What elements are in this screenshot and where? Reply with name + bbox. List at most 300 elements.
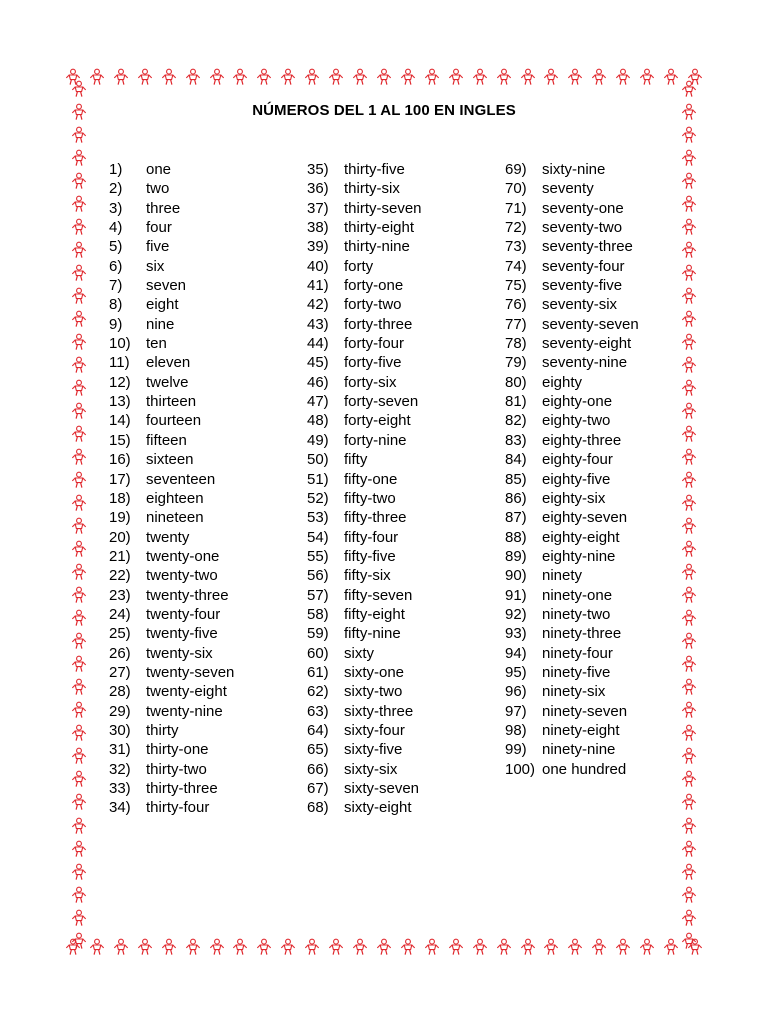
item-word: sixty-eight xyxy=(344,799,412,817)
person-figure-icon xyxy=(70,932,88,950)
person-figure-icon xyxy=(70,425,88,443)
list-item xyxy=(109,547,309,566)
item-number: 75) xyxy=(505,277,527,295)
list-item xyxy=(109,353,309,372)
person-figure-icon xyxy=(70,632,88,650)
item-number: 14) xyxy=(109,412,131,430)
list-item xyxy=(109,508,309,527)
person-figure-icon xyxy=(542,68,560,86)
list-item xyxy=(307,605,507,624)
person-figure-icon xyxy=(303,68,321,86)
list-item xyxy=(109,605,309,624)
item-number: 59) xyxy=(307,625,329,643)
item-word: fourteen xyxy=(146,412,202,430)
list-item xyxy=(109,179,309,198)
item-number: 10) xyxy=(109,335,131,353)
person-figure-icon xyxy=(255,938,273,956)
item-word: twenty xyxy=(146,528,190,546)
person-figure-icon xyxy=(70,586,88,604)
item-number: 60) xyxy=(307,644,329,662)
item-word: two xyxy=(146,180,170,198)
person-figure-icon xyxy=(70,195,88,213)
item-word: sixty-one xyxy=(344,663,405,681)
person-figure-icon xyxy=(351,938,369,956)
person-figure-icon xyxy=(70,264,88,282)
item-word: nineteen xyxy=(146,509,204,527)
item-word: three xyxy=(146,199,181,217)
list-item xyxy=(109,740,309,759)
item-word: twenty-five xyxy=(146,625,218,643)
person-figure-icon xyxy=(614,938,632,956)
person-figure-icon xyxy=(208,68,226,86)
person-figure-icon xyxy=(231,68,249,86)
person-figure-icon xyxy=(70,563,88,581)
item-word: sixty-six xyxy=(344,760,398,778)
item-word: forty-two xyxy=(344,296,402,314)
item-word: thirty-two xyxy=(146,760,207,778)
item-word: sixteen xyxy=(146,451,194,469)
list-item xyxy=(109,779,309,798)
list-item xyxy=(109,199,309,218)
item-number: 83) xyxy=(505,431,527,449)
item-word: twenty-two xyxy=(146,567,218,585)
list-item xyxy=(505,760,705,779)
item-number: 43) xyxy=(307,315,329,333)
item-number: 30) xyxy=(109,721,131,739)
person-figure-icon xyxy=(70,333,88,351)
item-word: five xyxy=(146,238,170,256)
item-number: 65) xyxy=(307,741,329,759)
person-figure-icon xyxy=(70,886,88,904)
item-number: 25) xyxy=(109,625,131,643)
item-word: fifty-seven xyxy=(344,586,413,604)
list-item xyxy=(307,199,507,218)
item-word: thirteen xyxy=(146,393,197,411)
list-item xyxy=(307,798,507,817)
item-word: eighty-five xyxy=(542,470,611,488)
item-word: fifteen xyxy=(146,431,187,449)
item-word: ninety-two xyxy=(542,605,611,623)
list-item xyxy=(505,373,705,392)
item-word: four xyxy=(146,219,172,237)
person-figure-icon xyxy=(680,840,698,858)
list-item xyxy=(505,218,705,237)
list-item xyxy=(109,392,309,411)
list-item xyxy=(505,508,705,527)
item-number: 16) xyxy=(109,451,131,469)
item-word: eighty-nine xyxy=(542,547,616,565)
list-item xyxy=(307,353,507,372)
list-item xyxy=(505,663,705,682)
item-word: ninety-five xyxy=(542,663,611,681)
item-word: twenty-nine xyxy=(146,702,223,720)
item-word: twenty-four xyxy=(146,605,221,623)
number-column-3 xyxy=(505,160,705,779)
person-figure-icon xyxy=(680,80,698,98)
item-word: thirty xyxy=(146,721,179,739)
item-word: fifty-one xyxy=(344,470,398,488)
item-number: 64) xyxy=(307,721,329,739)
item-number: 21) xyxy=(109,547,131,565)
ornamental-border-left xyxy=(66,80,92,950)
person-figure-icon xyxy=(70,218,88,236)
person-figure-icon xyxy=(208,938,226,956)
person-figure-icon xyxy=(471,938,489,956)
item-number: 58) xyxy=(307,605,329,623)
item-number: 5) xyxy=(109,238,123,256)
item-number: 39) xyxy=(307,238,329,256)
list-item xyxy=(505,237,705,256)
person-figure-icon xyxy=(255,68,273,86)
list-item xyxy=(109,450,309,469)
item-number: 94) xyxy=(505,644,527,662)
item-word: seventy-two xyxy=(542,219,623,237)
item-number: 51) xyxy=(307,470,329,488)
person-figure-icon xyxy=(638,938,656,956)
item-number: 44) xyxy=(307,335,329,353)
list-item xyxy=(109,721,309,740)
item-word: ninety-six xyxy=(542,683,606,701)
person-figure-icon xyxy=(70,747,88,765)
item-word: eighty-six xyxy=(542,489,606,507)
item-word: ninety-three xyxy=(542,625,622,643)
item-number: 97) xyxy=(505,702,527,720)
item-number: 48) xyxy=(307,412,329,430)
list-item xyxy=(307,392,507,411)
list-item xyxy=(505,160,705,179)
person-figure-icon xyxy=(423,68,441,86)
item-number: 28) xyxy=(109,683,131,701)
item-word: seven xyxy=(146,277,187,295)
item-word: twenty-seven xyxy=(146,663,235,681)
list-item xyxy=(505,682,705,701)
list-item xyxy=(307,373,507,392)
item-number: 79) xyxy=(505,354,527,372)
item-word: thirty-three xyxy=(146,780,218,797)
person-figure-icon xyxy=(112,938,130,956)
item-word: forty-eight xyxy=(344,412,411,430)
item-word: sixty-four xyxy=(344,721,405,739)
person-figure-icon xyxy=(70,609,88,627)
item-number: 88) xyxy=(505,528,527,546)
item-word: eleven xyxy=(146,354,191,372)
item-number: 77) xyxy=(505,315,527,333)
item-word: eighteen xyxy=(146,489,204,507)
list-item xyxy=(505,334,705,353)
item-number: 3) xyxy=(109,199,123,217)
list-item xyxy=(505,721,705,740)
person-figure-icon xyxy=(70,310,88,328)
list-item xyxy=(307,566,507,585)
item-number: 49) xyxy=(307,431,329,449)
person-figure-icon xyxy=(447,938,465,956)
item-word: ten xyxy=(146,335,167,353)
item-number: 24) xyxy=(109,605,131,623)
item-number: 91) xyxy=(505,586,527,604)
item-number: 12) xyxy=(109,373,131,391)
person-figure-icon xyxy=(70,356,88,374)
item-number: 35) xyxy=(307,161,329,178)
person-figure-icon xyxy=(70,448,88,466)
person-figure-icon xyxy=(70,241,88,259)
item-number: 78) xyxy=(505,335,527,353)
item-number: 56) xyxy=(307,567,329,585)
list-item xyxy=(109,566,309,585)
item-number: 45) xyxy=(307,354,329,372)
person-figure-icon xyxy=(590,68,608,86)
person-figure-icon xyxy=(70,80,88,98)
list-item xyxy=(307,276,507,295)
list-item xyxy=(109,470,309,489)
item-word: eighty-seven xyxy=(542,509,628,527)
list-item xyxy=(307,682,507,701)
item-number: 4) xyxy=(109,219,123,237)
list-item xyxy=(505,431,705,450)
item-number: 67) xyxy=(307,780,329,797)
list-item xyxy=(109,160,309,179)
item-word: forty-seven xyxy=(344,393,419,411)
person-figure-icon xyxy=(495,938,513,956)
item-number: 33) xyxy=(109,780,131,797)
list-item xyxy=(109,624,309,643)
person-figure-icon xyxy=(680,932,698,950)
item-number: 82) xyxy=(505,412,527,430)
list-item xyxy=(109,586,309,605)
list-item xyxy=(505,605,705,624)
person-figure-icon xyxy=(136,938,154,956)
person-figure-icon xyxy=(160,938,178,956)
item-word: seventy-nine xyxy=(542,354,628,372)
list-item xyxy=(307,702,507,721)
person-figure-icon xyxy=(70,494,88,512)
item-number: 47) xyxy=(307,393,329,411)
person-figure-icon xyxy=(70,770,88,788)
item-word: eighty-three xyxy=(542,431,622,449)
person-figure-icon xyxy=(70,701,88,719)
list-item xyxy=(307,547,507,566)
person-figure-icon xyxy=(351,68,369,86)
person-figure-icon xyxy=(566,68,584,86)
list-item xyxy=(109,276,309,295)
list-item xyxy=(505,528,705,547)
item-word: thirty-four xyxy=(146,799,210,817)
person-figure-icon xyxy=(680,126,698,144)
list-item xyxy=(307,179,507,198)
item-word: thirty-nine xyxy=(344,238,410,256)
list-item xyxy=(109,411,309,430)
list-item xyxy=(307,470,507,489)
item-number: 37) xyxy=(307,199,329,217)
person-figure-icon xyxy=(375,938,393,956)
list-item xyxy=(505,644,705,663)
item-word: ninety xyxy=(542,567,583,585)
item-number: 90) xyxy=(505,567,527,585)
item-word: thirty-seven xyxy=(344,199,422,217)
person-figure-icon xyxy=(70,817,88,835)
item-number: 29) xyxy=(109,702,131,720)
person-figure-icon xyxy=(70,655,88,673)
person-figure-icon xyxy=(70,287,88,305)
person-figure-icon xyxy=(399,68,417,86)
list-item xyxy=(505,547,705,566)
item-number: 96) xyxy=(505,683,527,701)
item-number: 15) xyxy=(109,431,131,449)
item-number: 34) xyxy=(109,799,131,817)
list-item xyxy=(307,218,507,237)
item-number: 36) xyxy=(307,180,329,198)
item-number: 2) xyxy=(109,180,123,198)
person-figure-icon xyxy=(327,938,345,956)
list-item xyxy=(505,489,705,508)
item-word: seventy-six xyxy=(542,296,618,314)
list-item xyxy=(307,663,507,682)
item-number: 23) xyxy=(109,586,131,604)
item-number: 50) xyxy=(307,451,329,469)
item-word: forty-nine xyxy=(344,431,407,449)
item-number: 18) xyxy=(109,489,131,507)
item-number: 41) xyxy=(307,277,329,295)
item-word: seventy-four xyxy=(542,257,625,275)
person-figure-icon xyxy=(590,938,608,956)
item-number: 66) xyxy=(307,760,329,778)
person-figure-icon xyxy=(519,68,537,86)
item-word: seventy-five xyxy=(542,277,623,295)
item-word: seventy-seven xyxy=(542,315,639,333)
item-number: 13) xyxy=(109,393,131,411)
item-word: seventy-one xyxy=(542,199,624,217)
item-word: seventy-eight xyxy=(542,335,632,353)
item-number: 27) xyxy=(109,663,131,681)
item-number: 22) xyxy=(109,567,131,585)
item-word: forty-three xyxy=(344,315,413,333)
list-item xyxy=(505,199,705,218)
person-figure-icon xyxy=(70,126,88,144)
list-item xyxy=(505,295,705,314)
person-figure-icon xyxy=(279,938,297,956)
person-figure-icon xyxy=(70,540,88,558)
person-figure-icon xyxy=(566,938,584,956)
list-item xyxy=(307,450,507,469)
list-item xyxy=(307,586,507,605)
person-figure-icon xyxy=(680,886,698,904)
item-number: 55) xyxy=(307,547,329,565)
item-word: forty-four xyxy=(344,335,405,353)
item-word: sixty xyxy=(344,644,374,662)
person-figure-icon xyxy=(495,68,513,86)
person-figure-icon xyxy=(638,68,656,86)
item-number: 52) xyxy=(307,489,329,507)
list-item xyxy=(307,237,507,256)
person-figure-icon xyxy=(70,793,88,811)
item-number: 62) xyxy=(307,683,329,701)
person-figure-icon xyxy=(70,840,88,858)
ornamental-border-top xyxy=(64,64,704,90)
item-word: seventeen xyxy=(146,470,216,488)
item-number: 8) xyxy=(109,296,123,314)
person-figure-icon xyxy=(70,172,88,190)
person-figure-icon xyxy=(70,863,88,881)
person-figure-icon xyxy=(279,68,297,86)
list-item xyxy=(505,411,705,430)
person-figure-icon xyxy=(423,938,441,956)
item-number: 70) xyxy=(505,180,527,198)
list-item xyxy=(307,644,507,663)
list-item xyxy=(505,353,705,372)
item-number: 9) xyxy=(109,315,123,333)
list-item xyxy=(505,450,705,469)
item-number: 19) xyxy=(109,509,131,527)
item-number: 42) xyxy=(307,296,329,314)
item-number: 1) xyxy=(109,161,123,178)
person-figure-icon xyxy=(519,938,537,956)
person-figure-icon xyxy=(70,149,88,167)
item-number: 99) xyxy=(505,741,527,759)
list-item xyxy=(109,760,309,779)
item-word: sixty-five xyxy=(344,741,403,759)
list-item xyxy=(307,295,507,314)
list-item xyxy=(109,682,309,701)
list-item xyxy=(505,257,705,276)
list-item xyxy=(109,257,309,276)
list-item xyxy=(307,528,507,547)
item-word: sixty-two xyxy=(344,683,403,701)
item-number: 68) xyxy=(307,799,329,817)
item-number: 72) xyxy=(505,219,527,237)
item-word: forty-six xyxy=(344,373,397,391)
list-item xyxy=(505,586,705,605)
person-figure-icon xyxy=(70,909,88,927)
item-word: forty xyxy=(344,257,374,275)
item-word: eighty xyxy=(542,373,583,391)
person-figure-icon xyxy=(70,402,88,420)
list-item xyxy=(307,489,507,508)
item-number: 85) xyxy=(505,470,527,488)
person-figure-icon xyxy=(160,68,178,86)
item-word: seventy xyxy=(542,180,594,198)
list-item xyxy=(109,334,309,353)
list-item xyxy=(505,179,705,198)
item-number: 31) xyxy=(109,741,131,759)
list-item xyxy=(109,315,309,334)
person-figure-icon xyxy=(471,68,489,86)
list-item xyxy=(307,411,507,430)
person-figure-icon xyxy=(70,379,88,397)
list-item xyxy=(505,276,705,295)
list-item xyxy=(307,760,507,779)
item-word: ninety-nine xyxy=(542,741,616,759)
list-item xyxy=(307,779,507,798)
item-number: 17) xyxy=(109,470,131,488)
person-figure-icon xyxy=(184,68,202,86)
person-figure-icon xyxy=(399,938,417,956)
item-number: 6) xyxy=(109,257,123,275)
list-item xyxy=(109,798,309,817)
item-word: fifty-three xyxy=(344,509,407,527)
item-number: 57) xyxy=(307,586,329,604)
list-item xyxy=(307,721,507,740)
item-word: eight xyxy=(146,296,179,314)
person-figure-icon xyxy=(447,68,465,86)
item-word: twenty-eight xyxy=(146,683,227,701)
item-number: 53) xyxy=(307,509,329,527)
item-word: fifty-two xyxy=(344,489,396,507)
item-number: 20) xyxy=(109,528,131,546)
item-word: sixty-nine xyxy=(542,161,606,178)
person-figure-icon xyxy=(680,793,698,811)
item-number: 74) xyxy=(505,257,527,275)
list-item xyxy=(109,702,309,721)
item-number: 76) xyxy=(505,296,527,314)
